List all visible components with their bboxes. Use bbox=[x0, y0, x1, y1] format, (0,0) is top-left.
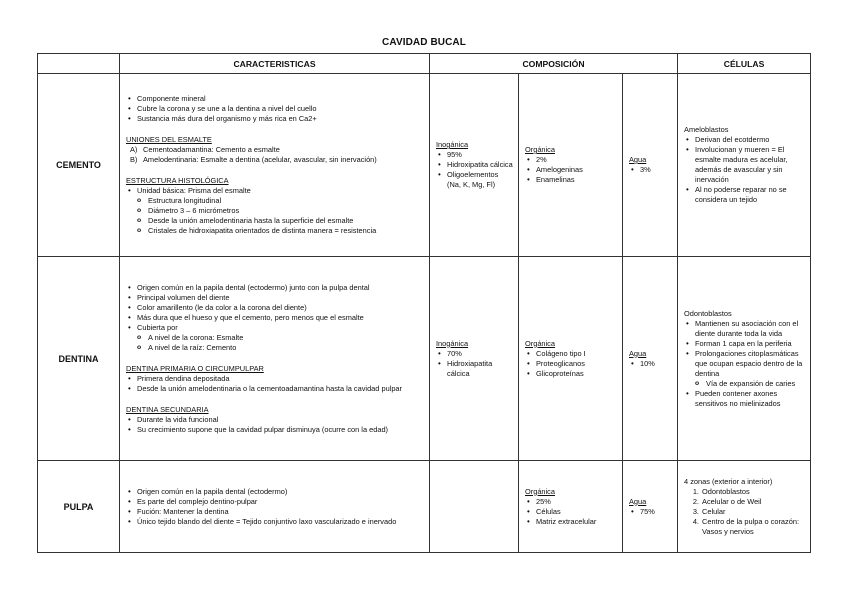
list-item: • Fución: Mantener la dentina bbox=[137, 507, 425, 517]
list-item: o Desde la unión amelodentinaria hasta la superficie del esmalte bbox=[148, 216, 425, 226]
agua-title: Agua bbox=[629, 155, 647, 164]
list-item: • Su crecimiento supone que la cavidad pulpar disminuya (ocurre con la edad) bbox=[137, 425, 425, 435]
row-pulpa bbox=[38, 461, 811, 553]
list-item: • Proteoglicanos bbox=[536, 359, 618, 369]
list-item: o Estructura longitudinal bbox=[148, 196, 425, 206]
list-item: • Más dura que el hueso y que el cemento, pero menos que el esmalte bbox=[137, 313, 425, 323]
organica-title: Orgánica bbox=[525, 338, 555, 348]
dentina-inorganica bbox=[430, 257, 519, 461]
list-item: • Pueden contener axones sensitivos no mielinizados bbox=[695, 389, 806, 409]
section-heading: DENTINA PRIMARIA O CIRCUMPULPAR bbox=[126, 363, 264, 373]
organica-title: Orgánica bbox=[525, 486, 555, 496]
list-item: o Vía de expansión de caries bbox=[706, 379, 806, 389]
organica-title: Orgánica bbox=[525, 145, 555, 154]
pulpa-celulas bbox=[678, 461, 811, 553]
list-item: 1. Odontoblastos bbox=[701, 487, 806, 497]
list-item: • Enamelinas bbox=[536, 175, 618, 185]
inorganica-title: Inogánica bbox=[436, 338, 469, 348]
section-heading: UNIONES DEL ESMALTE bbox=[126, 135, 212, 144]
list-item: • Derivan del ecotdermo bbox=[695, 135, 806, 145]
list-item: 3. Celular bbox=[701, 507, 806, 517]
header-composicion: COMPOSICIÓN bbox=[430, 54, 678, 74]
list bbox=[525, 155, 618, 185]
section-heading: DENTINA SECUNDARIA bbox=[126, 404, 209, 414]
list-item: • Primera dendina depositada bbox=[137, 374, 425, 384]
list bbox=[436, 150, 514, 190]
list-item: • Amelogeninas bbox=[536, 165, 618, 175]
list-item: • Principal volumen del diente bbox=[137, 293, 425, 303]
list-item: • Unidad básica: Prisma del esmalte bbox=[137, 186, 425, 196]
list-marker: A) bbox=[130, 145, 138, 154]
page-title: CAVIDAD BUCAL bbox=[382, 37, 466, 48]
cavidad-bucal-table bbox=[37, 53, 811, 553]
list-item: • Hidroxiapatita cálcica bbox=[447, 359, 514, 379]
list-item: • Mantienen su asociación con el diente durante toda la vida bbox=[695, 319, 806, 339]
list-item: o Cristales de hidroxiapatita orientados de distinta manera = resistencia bbox=[148, 226, 425, 236]
list-item: • Componente mineral bbox=[137, 94, 425, 104]
list-item: • Prolongaciones citoplasmáticas que ocupan espacio dentro de la dentina bbox=[695, 349, 806, 379]
cemento-caracteristicas bbox=[120, 74, 430, 257]
row-label-pulpa: PULPA bbox=[38, 461, 120, 553]
list-item: o A nivel de la corona: Esmalte bbox=[148, 333, 425, 343]
list bbox=[126, 186, 425, 196]
agua-title: Agua bbox=[629, 496, 647, 506]
list-item: • Es parte del complejo dentino-pulpar bbox=[137, 497, 425, 507]
list-item: • Forman 1 capa en la periferia bbox=[695, 339, 806, 349]
list-text: Cementoadamantina: Cemento a esmalte bbox=[143, 145, 280, 154]
list-item: • Al no poderse reparar no se considera un tejido bbox=[695, 185, 806, 205]
list bbox=[436, 349, 514, 379]
row-dentina bbox=[38, 257, 811, 461]
header-row bbox=[38, 54, 811, 74]
dentina-celulas bbox=[678, 257, 811, 461]
list-item: • Único tejido blando del diente = Tejido conjuntivo laxo vascularizado e inervado bbox=[137, 517, 425, 527]
header-celulas: CÉLULAS bbox=[678, 54, 811, 74]
list-item: • 10% bbox=[640, 359, 673, 369]
celulas-title: Odontoblastos bbox=[684, 308, 732, 318]
list-item: • 75% bbox=[640, 507, 673, 517]
list-item bbox=[130, 145, 425, 155]
list bbox=[629, 507, 673, 517]
pulpa-inorganica bbox=[430, 461, 519, 553]
row-label-dentina: DENTINA bbox=[38, 257, 120, 461]
sub-list bbox=[126, 333, 425, 353]
list-item: o Diámetro 3 – 6 micrómetros bbox=[148, 206, 425, 216]
pulpa-agua bbox=[623, 461, 678, 553]
list-item: • Colágeno tipo I bbox=[536, 349, 618, 359]
list bbox=[684, 135, 806, 205]
list-item: • 3% bbox=[640, 165, 673, 175]
list bbox=[126, 94, 425, 124]
header-caracteristicas: CARACTERISTICAS bbox=[120, 54, 430, 74]
celulas-title: Ameloblastos bbox=[684, 125, 729, 134]
cemento-agua bbox=[623, 74, 678, 257]
list-item: • Durante la vida funcional bbox=[137, 415, 425, 425]
list-item: 2. Acelular o de Weil bbox=[701, 497, 806, 507]
dentina-agua bbox=[623, 257, 678, 461]
list bbox=[684, 319, 806, 379]
inorganica-title: Inogánica bbox=[436, 140, 469, 149]
list-item bbox=[130, 155, 425, 165]
list-item: • 70% bbox=[447, 349, 514, 359]
header-empty bbox=[38, 54, 120, 74]
row-cemento bbox=[38, 74, 811, 257]
list-item: • Glicoproteínas bbox=[536, 369, 618, 379]
list bbox=[684, 389, 806, 409]
list-item: • Células bbox=[536, 507, 618, 517]
section-heading: ESTRUCTURA HISTOLÓGICA bbox=[126, 176, 229, 185]
dentina-caracteristicas bbox=[120, 257, 430, 461]
list bbox=[126, 145, 425, 165]
list-item: • Matriz extracelular bbox=[536, 517, 618, 527]
list bbox=[525, 349, 618, 379]
celulas-title: 4 zonas (exterior a interior) bbox=[684, 476, 773, 486]
list-item: o A nivel de la raíz: Cemento bbox=[148, 343, 425, 353]
list bbox=[629, 165, 673, 175]
list-item: • Cubre la corona y se une a la dentina a nivel del cuello bbox=[137, 104, 425, 114]
agua-title: Agua bbox=[629, 348, 647, 358]
list-item: • 95% bbox=[447, 150, 514, 160]
row-label-cemento: CEMENTO bbox=[38, 74, 120, 257]
pulpa-organica bbox=[519, 461, 623, 553]
dentina-organica bbox=[519, 257, 623, 461]
list-text: Amelodentinaria: Esmalte a dentina (acelular, avascular, sin inervación) bbox=[143, 155, 377, 164]
list bbox=[126, 487, 425, 527]
list-item: • Involucionan y mueren = El esmalte madura es acelular, además de avascular y sin inervación bbox=[695, 145, 806, 185]
list-item: • Sustancia más dura del organismo y más rica en Ca2+ bbox=[137, 114, 425, 124]
list bbox=[525, 497, 618, 527]
cemento-organica bbox=[519, 74, 623, 257]
list bbox=[126, 374, 425, 394]
list-item: • Origen común en la papila dental (ectodermo) junto con la pulpa dental bbox=[137, 283, 425, 293]
list bbox=[126, 415, 425, 435]
sub-list bbox=[126, 196, 425, 236]
list-item: • Cubierta por bbox=[137, 323, 425, 333]
list-item: • Oligoelementos (Na, K, Mg, Fl) bbox=[447, 170, 514, 190]
list-item: • Origen común en la papila dental (ectodermo) bbox=[137, 487, 425, 497]
sub-list bbox=[684, 379, 806, 389]
list-item: • Color amarillento (le da color a la corona del diente) bbox=[137, 303, 425, 313]
list-marker: B) bbox=[130, 155, 138, 164]
list-item: • Hidroxipatita cálcica bbox=[447, 160, 514, 170]
list-item: • 25% bbox=[536, 497, 618, 507]
numbered-list bbox=[684, 487, 806, 537]
list-item: • Desde la unión amelodentinaria o la cementoadamantina hasta la cavidad pulpar bbox=[137, 384, 425, 394]
list bbox=[126, 283, 425, 333]
cemento-inorganica bbox=[430, 74, 519, 257]
list bbox=[629, 359, 673, 369]
cemento-celulas bbox=[678, 74, 811, 257]
list-item: • 2% bbox=[536, 155, 618, 165]
list-item: 4. Centro de la pulpa o corazón: Vasos y nervios bbox=[701, 517, 806, 537]
pulpa-caracteristicas bbox=[120, 461, 430, 553]
